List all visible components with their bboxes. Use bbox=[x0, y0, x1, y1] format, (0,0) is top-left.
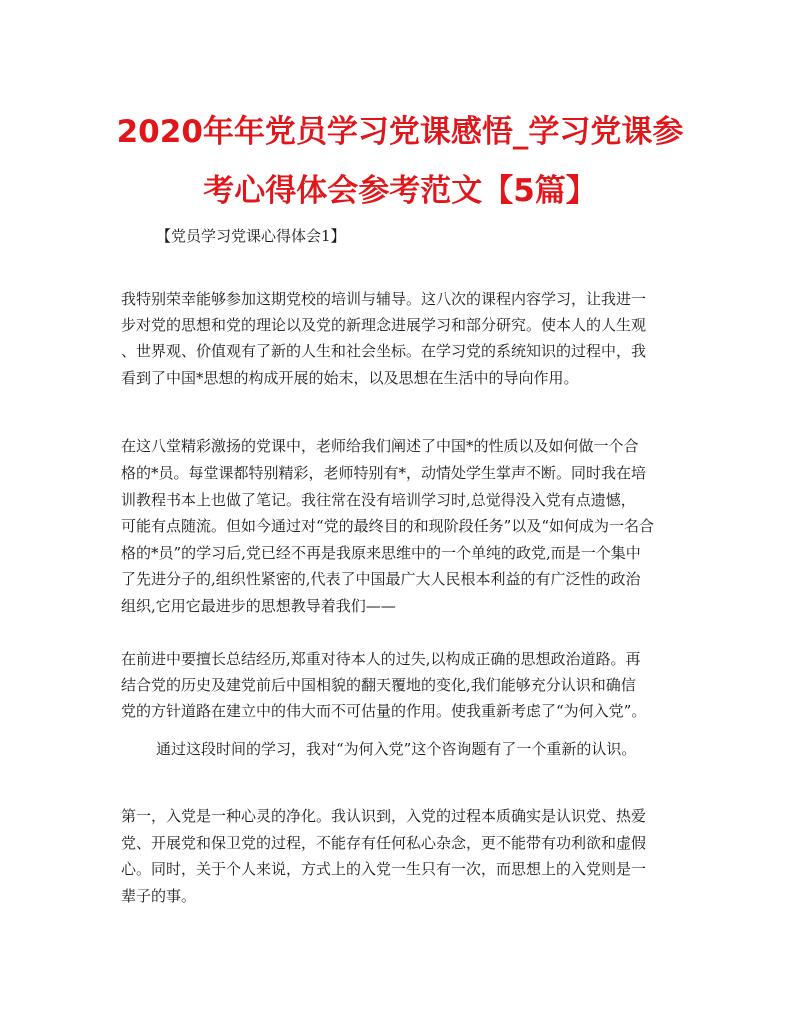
paragraph-line: 在这八堂精彩激扬的党课中，老师给我们阐述了中国*的性质以及如何做一个合 bbox=[121, 437, 639, 455]
paragraph-line: 格的*员。每堂课都特别精彩，老师特别有*，动情处学生掌声不断。同时我在培 bbox=[121, 464, 647, 482]
paragraph-line: 在前进中要擅长总结经历,郑重对待本人的过失,以构成正确的思想政治道路。再 bbox=[121, 650, 641, 668]
document-title-line-1: 2020年年党员学习党课感悟_学习党课参 bbox=[116, 114, 684, 150]
paragraph-line: 了先进分子的,组织性紧密的,代表了中国最广大人民根本利益的有广泛性的政治 bbox=[121, 570, 641, 588]
paragraph-line: 可能有点随流。但如今通过对“党的最终目的和现阶段任务”以及“如何成为一名合 bbox=[121, 517, 655, 535]
paragraph-line: 、世界观、价值观有了新的人生和社会坐标。在学习党的系统知识的过程中，我 bbox=[121, 342, 647, 360]
paragraph-line: 辈子的事。 bbox=[121, 887, 197, 905]
paragraph-line: 通过这段时间的学习，我对“为何入党”这个咨询题有了一个重新的认识。 bbox=[156, 740, 637, 758]
paragraph-line: 训教程书本上也做了笔记。我往常在没有培训学习时,总觉得没入党有点遗憾， bbox=[121, 491, 636, 509]
paragraph-line: 格的*员”的学习后,党已经不再是我原来思维中的一个单纯的政党,而是一个集中 bbox=[121, 544, 641, 562]
paragraph-line: 看到了中国*思想的构成开展的始末，以及思想在生活中的导向作用。 bbox=[121, 369, 579, 387]
paragraph-line: 党、开展党和保卫党的过程，不能存有任何私心杂念，更不能带有功利欲和虚假 bbox=[121, 834, 647, 852]
paragraph-line: 心。同时，关于个人来说，方式上的入党一生只有一次，而思想上的入党则是一 bbox=[121, 860, 647, 878]
paragraph-line: 第一，入党是一种心灵的净化。我认识到，入党的过程本质确实是认识党、热爱 bbox=[121, 807, 647, 825]
paragraph-line: 结合党的历史及建党前后中国相貌的翻天覆地的变化,我们能够充分认识和确信 bbox=[121, 676, 636, 694]
document-title-line-2: 考心得体会参考范文【5篇】 bbox=[203, 173, 597, 209]
paragraph-line: 党的方针道路在建立中的伟大而不可估量的作用。使我重新考虑了“为何入党”。 bbox=[121, 702, 647, 720]
paragraph-line: 我特别荣幸能够参加这期党校的培训与辅导。这八次的课程内容学习，让我进一 bbox=[121, 290, 647, 308]
paragraph-line: 组织,它用它最进步的思想教导着我们—— bbox=[121, 597, 396, 615]
section-heading: 【党员学习党课心得体会1】 bbox=[156, 227, 346, 245]
paragraph-line: 步对党的思想和党的理论以及党的新理念进展学习和部分研究。使本人的人生观 bbox=[121, 316, 647, 334]
